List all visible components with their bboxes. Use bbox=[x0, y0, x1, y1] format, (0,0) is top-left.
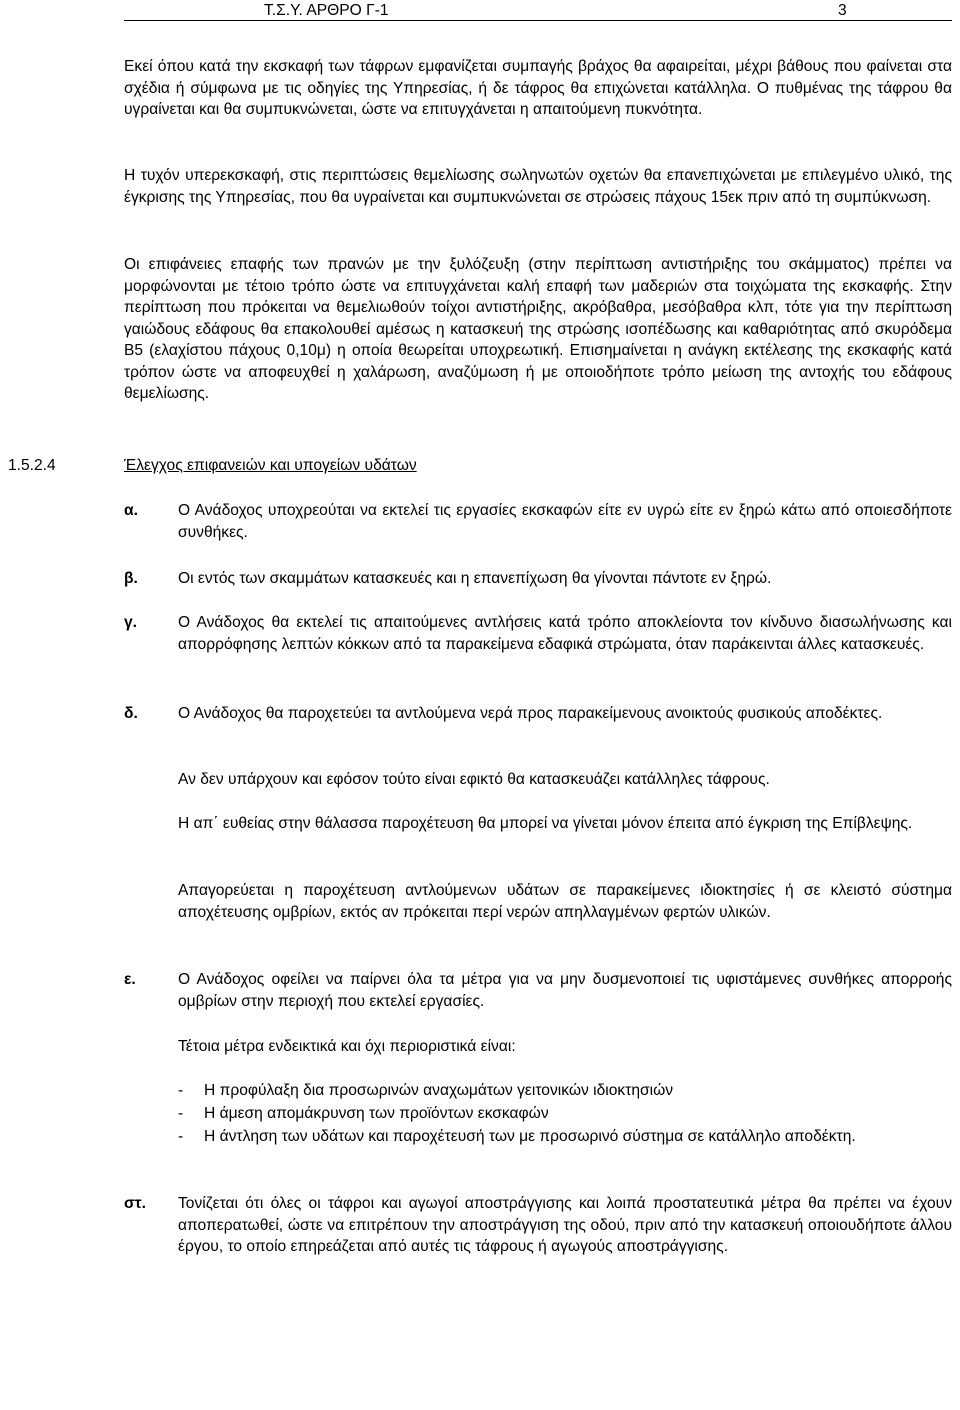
measure-item bbox=[178, 1080, 952, 1102]
list-marker: ε. bbox=[124, 971, 136, 988]
list-item-e bbox=[124, 969, 952, 1012]
page-header bbox=[0, 0, 960, 20]
section-title: Έλεγχος επιφανειών και υπογείων υδάτων bbox=[124, 457, 417, 474]
list-item-text: Ο Ανάδοχος θα εκτελεί τις απαιτούμενες αντλήσεις κατά τρόπο αποκλείοντα τον κίνδυνο διασωλήνωσης και απορρόφησης λεπτών κόκκων από τα παρακείμενα εδαφικά στρώματα, όταν παράκεινται άλλες κατασκευές. bbox=[178, 614, 952, 653]
list-item-st bbox=[124, 1193, 952, 1258]
list-item-text: Ο Ανάδοχος οφείλει να παίρνει όλα τα μέτρα για να μην δυσμενοποιεί τις υφιστάμενες συνθήκες απορροής ομβρίων στην περιοχή που εκτελεί εργασίες. bbox=[178, 971, 952, 1010]
section-number: 1.5.2.4 bbox=[8, 457, 56, 474]
delta-sub-paragraph-1: Αν δεν υπάρχουν και εφόσον τούτο είναι εφικτό θα κατασκευάζει κατάλληλες τάφρους. bbox=[178, 771, 770, 788]
measure-item bbox=[178, 1103, 952, 1125]
delta-sub-paragraph-3: Απαγορεύεται η παροχέτευση αντλούμενων υδάτων σε παρακείμενες ιδιοκτησίες ή σε κλειστό σύστημα αποχέτευσης ομβρίων, εκτός αν πρόκειται περί νερών απηλλαγμένων φερτών υλικών. bbox=[178, 882, 952, 921]
paragraph-rock-excavation: Εκεί όπου κατά την εκσκαφή των τάφρων εμφανίζεται συμπαγής βράχος θα αφαιρείται, μέχρι βάθους που φαίνεται στα σχέδια ή σύμφωνα με τις οδηγίες της Υπηρεσίας, ή δε τάφρος θα επιχώνεται κατάλληλα. Ο πυθμένας της τάφρου θα υγραίνεται και θα συμπυκνώνεται, ώστε να επιτυγχάνεται η απαιτούμενη πυκνότητα. bbox=[124, 58, 952, 118]
list-item-text: Ο Ανάδοχος θα παροχετεύει τα αντλούμενα νερά προς παρακείμενους ανοικτούς φυσικούς αποδέκτες. bbox=[178, 705, 883, 722]
list-item-text: Τονίζεται ότι όλες οι τάφροι και αγωγοί αποστράγγισης και λοιπά προστατευτικά μέτρα θα πρέπει να έχουν αποπερατωθεί, ώστε να επιτρέπουν την αποστράγγιση της οδού, πριν από την κατασκευή οποιουδήποτε άλλου έργου, το οποίο επηρεάζεται από αυτές τις τάφρους ή αγωγούς αποστράγγισης. bbox=[178, 1195, 952, 1255]
page-number: 3 bbox=[838, 2, 847, 19]
measure-text: Η προφύλαξη δια προσωρινών αναχωμάτων γειτονικών ιδιοκτησιών bbox=[204, 1082, 674, 1099]
measure-text: Η άντληση των υδάτων και παροχέτευσή των με προσωρινό σύστημα σε κατάλληλο αποδέκτη. bbox=[204, 1128, 856, 1145]
list-item-d bbox=[124, 703, 952, 725]
dash-bullet: - bbox=[178, 1105, 184, 1122]
measure-item bbox=[178, 1126, 952, 1148]
dash-bullet: - bbox=[178, 1082, 184, 1099]
epsilon-sub-paragraph: Τέτοια μέτρα ενδεικτικά και όχι περιοριστικά είναι: bbox=[178, 1038, 516, 1055]
list-marker: στ. bbox=[124, 1195, 146, 1212]
list-marker: γ. bbox=[124, 614, 138, 631]
paragraph-contact-surfaces: Οι επιφάνειες επαφής των πρανών με την ξυλόζευξη (στην περίπτωση αντιστήριξης του σκάμματος) πρέπει να μορφώνονται με τέτοιο τρόπο ώστε να επιτυγχάνεται καλή επαφή των μαδεριών στα τοιχώματα της εκσκαφής. Στην περίπτωση που πρόκειται να θεμελιωθούν τοίχοι αντιστήριξης, ακρόβαθρα, μεσόβαθρα κλπ, τότε για την περίπτωση γαιώδους εδάφους θα επακολουθεί αμέσως η κατασκευή της στρώσης ισοπέδωσης και καθαριότητας από σκυρόδεμα Β5 (ελαχίστου πάχους 0,10μ) η οποία θεωρείται υποχρεωτική. Επισημαίνεται η ανάγκη εκτέλεσης της εκσκαφής κατά τρόπον ώστε να αποφευχθεί η χαλάρωση, αναζύμωση ή με οποιοδήποτε τρόπο μείωση της αντοχής του εδάφους θεμελίωσης. bbox=[124, 256, 952, 402]
list-item-c bbox=[124, 612, 952, 655]
list-item-b bbox=[124, 568, 952, 590]
list-marker: α. bbox=[124, 502, 138, 519]
section-heading bbox=[0, 455, 960, 477]
delta-sub-paragraph-2: Η απ΄ ευθείας στην θάλασσα παροχέτευση θα μπορεί να γίνεται μόνον έπειτα από έγκριση της Επίβλεψης. bbox=[178, 815, 913, 832]
list-item-a bbox=[124, 500, 952, 543]
dash-bullet: - bbox=[178, 1128, 184, 1145]
paragraph-overexcavation: Η τυχόν υπερεκσκαφή, στις περιπτώσεις θεμελίωσης σωληνωτών οχετών θα επανεπιχώνεται με επιλεγμένο υλικό, της έγκρισης της Υπηρεσίας, που θα υγραίνεται και συμπυκνώνεται σε στρώσεις πάχους 15εκ πριν από τη συμπύκνωση. bbox=[124, 167, 952, 206]
list-marker: δ. bbox=[124, 705, 138, 722]
measure-text: Η άμεση απομάκρυνση των προϊόντων εκσκαφών bbox=[204, 1105, 549, 1122]
list-item-text: Οι εντός των σκαμμάτων κατασκευές και η επανεπίχωση θα γίνονται πάντοτε εν ξηρώ. bbox=[178, 570, 772, 587]
header-title: Τ.Σ.Υ. ΑΡΘΡΟ Γ-1 bbox=[264, 2, 389, 19]
header-rule bbox=[124, 20, 952, 21]
list-item-text: Ο Ανάδοχος υποχρεούται να εκτελεί τις εργασίες εκσκαφών είτε εν υγρώ είτε εν ξηρώ κάτω από οποιεσδήποτε συνθήκες. bbox=[178, 502, 952, 541]
list-marker: β. bbox=[124, 570, 138, 587]
